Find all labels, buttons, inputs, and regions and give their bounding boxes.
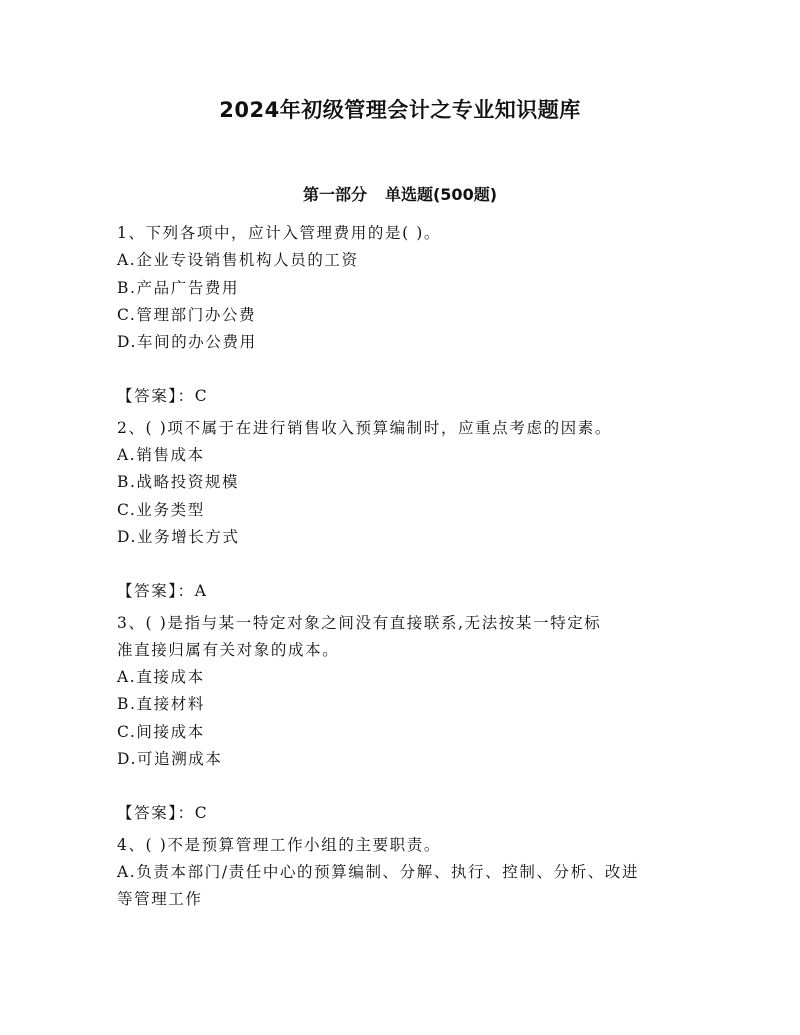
question-stem: 1、下列各项中，应计入管理费用的是( )。 [117,224,441,242]
option-b: B.战略投资规模 [117,473,240,492]
document-title: 2024年初级管理会计之专业知识题库 [219,98,581,122]
option-b: B.直接材料 [117,695,205,714]
option-d: D.可追溯成本 [117,750,223,769]
option-a-continued: 等管理工作 [117,890,203,909]
question-1 [117,220,687,411]
option-d: D.车间的办公费用 [117,333,257,352]
answer-line [117,578,687,605]
answer-label: 【答案】： [117,582,195,601]
option-a: A.销售成本 [117,446,205,465]
answer-value: C [194,387,209,406]
question-2 [117,415,687,606]
option-b: B.产品广告费用 [117,278,240,297]
question-4 [117,832,687,914]
question-3 [117,610,687,828]
option-a: A.企业专设销售机构人员的工资 [117,251,359,270]
option-a: A.负责本部门/责任中心的预算编制、分解、执行、控制、分析、改进 [117,862,640,881]
answer-value: A [194,582,208,601]
section-heading [0,183,800,207]
answer-line [117,383,687,410]
option-c: C.业务类型 [117,500,205,519]
section-name: 单选题(500题) [384,185,498,204]
question-list [117,220,687,914]
answer-line [117,800,687,827]
question-stem: 3、( )是指与某一特定对象之间没有直接联系,无法按某一特定标 [117,613,602,632]
option-c: C.间接成本 [117,722,205,741]
option-d: D.业务增长方式 [117,527,240,546]
answer-value: C [194,804,209,823]
option-a: A.直接成本 [117,668,205,687]
question-stem-continued: 准直接归属有关对象的成本。 [117,640,340,659]
option-c: C.管理部门办公费 [117,305,257,324]
answer-label: 【答案】： [117,387,195,406]
answer-label: 【答案】： [117,804,195,823]
section-part: 第一部分 [302,185,367,204]
question-stem: 4、( )不是预算管理工作小组的主要职责。 [117,835,441,854]
question-stem: 2、( )项不属于在进行销售收入预算编制时，应重点考虑的因素。 [117,418,612,437]
